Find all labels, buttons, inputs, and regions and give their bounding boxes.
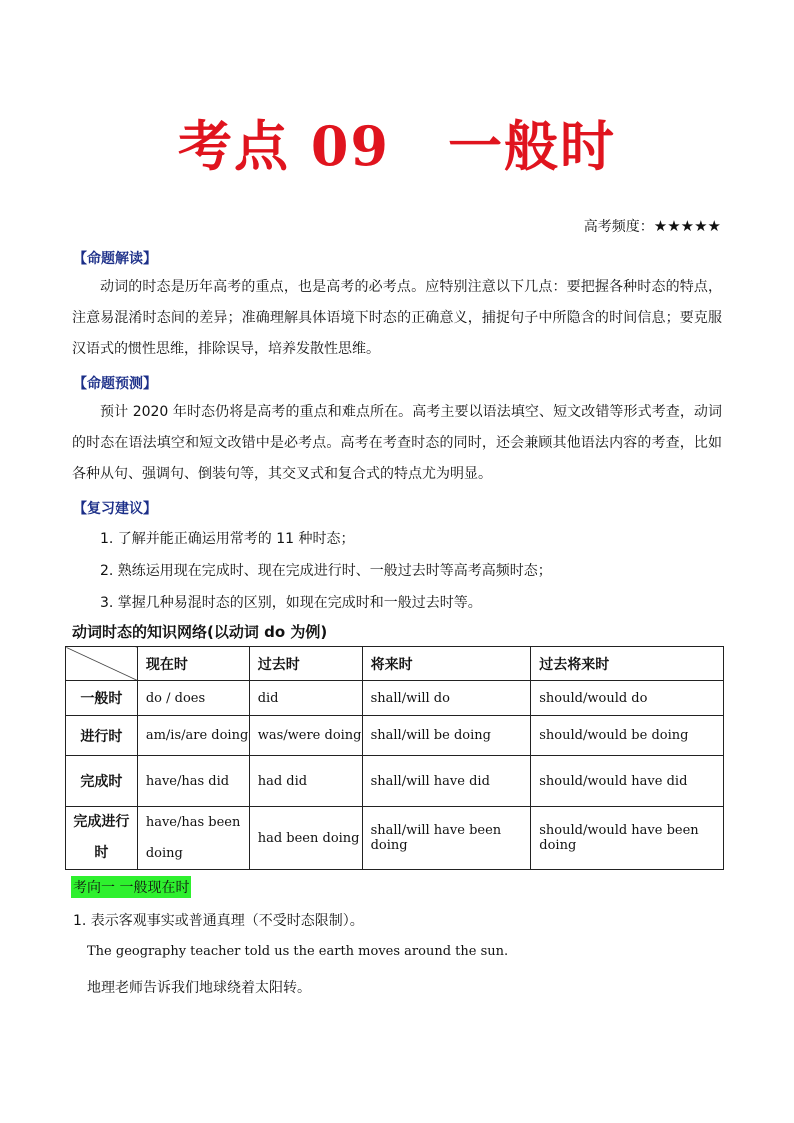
- table-cell: should/would have did: [531, 756, 724, 807]
- table-cell: shall/will do: [362, 681, 531, 716]
- table-header-row: [66, 647, 724, 681]
- column-header: 过去将来时: [531, 647, 724, 681]
- title-sub: 一般时: [447, 114, 616, 178]
- table-row: [66, 681, 724, 716]
- column-header: 将来时: [362, 647, 531, 681]
- table-row: [66, 756, 724, 807]
- row-header-line: 时: [94, 845, 109, 861]
- example-english: The geography teacher told us the earth moves around the sun.: [87, 944, 509, 959]
- interpretation-text: 动词的时态是历年高考的重点，也是高考的必考点。应特别注意以下几点：要把握各种时态的特点，注意易混淆时态间的差异；准确理解具体语境下时态的正确意义，捕捉句子中所隐含的时间信息；要克服汉语式的惯性思维，排除误导，培养发散性思维。: [72, 279, 722, 357]
- row-header: 完成时: [66, 756, 138, 807]
- row-header-line: 完成进行: [73, 814, 130, 830]
- table-cell: should/would do: [531, 681, 724, 716]
- frequency-stars: ★★★★★: [653, 217, 721, 235]
- table-cell: should/would be doing: [531, 716, 724, 756]
- row-header: 一般时: [66, 681, 138, 716]
- example-chinese: 地理老师告诉我们地球绕着太阳转。: [87, 980, 311, 996]
- frequency-label: 高考频度：: [583, 219, 654, 235]
- table-cell: [137, 807, 249, 870]
- table-cell: was/were doing: [249, 716, 362, 756]
- row-header: [66, 807, 138, 870]
- table-cell: had been doing: [249, 807, 362, 870]
- table-cell: have/has did: [137, 756, 249, 807]
- row-header: 进行时: [66, 716, 138, 756]
- table-cell: do / does: [137, 681, 249, 716]
- table-cell: did: [249, 681, 362, 716]
- exam-frequency: [584, 216, 721, 236]
- table-cell: shall/will have been doing: [362, 807, 531, 870]
- interpretation-heading: 【命题解读】: [73, 251, 157, 267]
- cell-line: doing: [145, 846, 183, 861]
- table-cell: had did: [249, 756, 362, 807]
- advice-item: 2. 熟练运用现在完成时、现在完成进行时、一般过去时等高考高频时态；: [100, 563, 552, 579]
- title-main: 考点 09: [178, 114, 390, 178]
- advice-item: 1. 了解并能正确运用常考的 11 种时态；: [100, 531, 355, 547]
- table-cell: should/would have been doing: [531, 807, 724, 870]
- table-cell: shall/will have did: [362, 756, 531, 807]
- advice-heading: 【复习建议】: [73, 501, 157, 517]
- table-cell: shall/will be doing: [362, 716, 531, 756]
- table-title: 动词时态的知识网络(以动词 do 为例): [72, 623, 328, 641]
- table-row: [66, 807, 724, 870]
- tense-table: [65, 646, 724, 870]
- column-header: 过去时: [249, 647, 362, 681]
- column-header: 现在时: [137, 647, 249, 681]
- cell-line: have/has been: [145, 815, 241, 830]
- diagonal-corner-cell: [66, 647, 138, 681]
- prediction-text: 预计 2020 年时态仍将是高考的重点和难点所在。高考主要以语法填空、短文改错等形式考查，动词的时态在语法填空和短文改错中是必考点。高考在考查时态的同时，还会兼顾其他语法内容的考查，比如各种从句、强调句、倒装句等，其交叉式和复合式的特点尤为明显。: [72, 404, 722, 482]
- table-cell: am/is/are doing: [137, 716, 249, 756]
- prediction-heading: 【命题预测】: [73, 376, 157, 392]
- focus-point: 1. 表示客观事实或普通真理（不受时态限制）。: [73, 913, 364, 929]
- advice-item: 3. 掌握几种易混时态的区别，如现在完成时和一般过去时等。: [100, 595, 482, 611]
- focus-highlight: 考向一 一般现在时: [71, 876, 191, 898]
- table-row: [66, 716, 724, 756]
- page-title: [0, 104, 794, 181]
